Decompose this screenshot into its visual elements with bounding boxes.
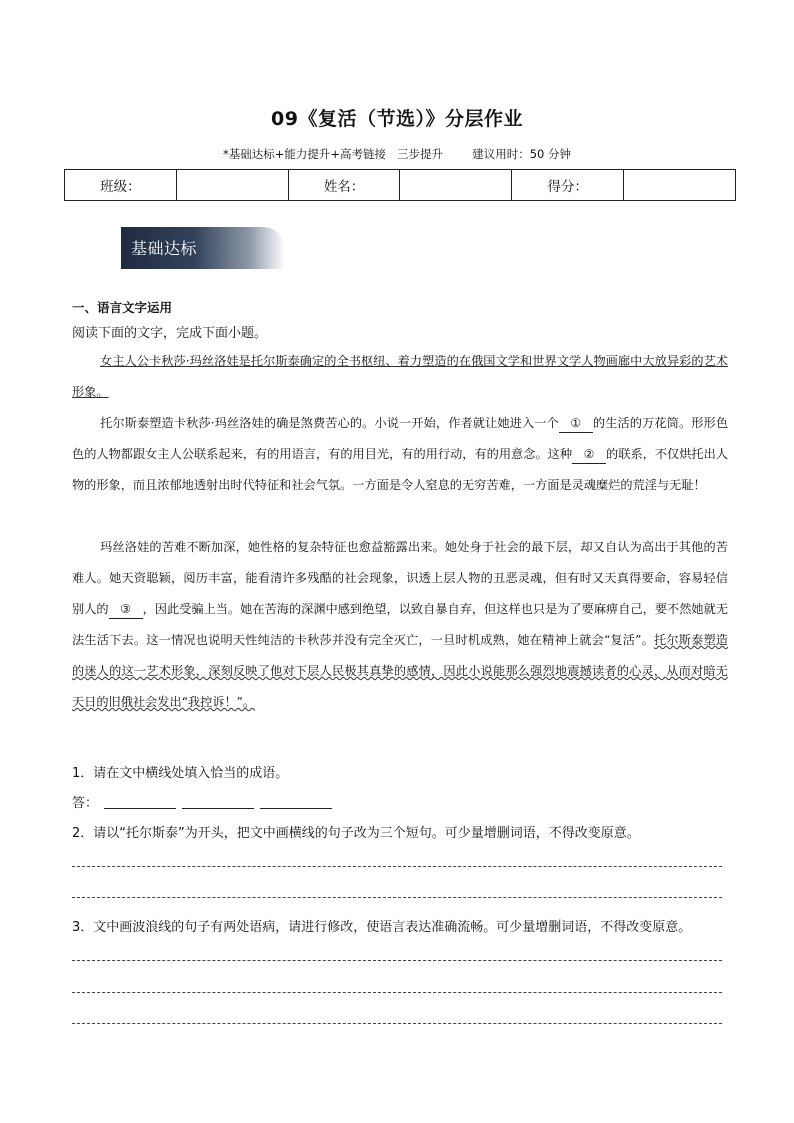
answer-blank-1[interactable]: [104, 795, 176, 809]
passage-paragraph-3: [72, 532, 728, 718]
passage-text: 玛丝洛娃的苦难不断加深，她性格的复杂特征也愈益豁露出来。她处身于社会的最下层，却又自认为高出于其他的苦难人。她天资聪颖，阅历丰富，能看清许多残酷的社会现象，识透上层人物的丑恶灵魂，但有时又天真得要命，容易轻信别人的: [72, 540, 728, 616]
page-title: 09《复活（节选）》分层作业: [271, 108, 523, 130]
name-label: 姓名：: [288, 170, 400, 201]
answer-blank-3[interactable]: [260, 795, 332, 809]
passage-paragraph-2: [72, 408, 728, 501]
class-label: 班级：: [65, 170, 177, 201]
question-1: 1．请在文中横线处填入恰当的成语。: [72, 766, 289, 781]
blank-1[interactable]: ①: [559, 414, 593, 433]
question-2: 2．请以“托尔斯泰”为开头，把文中画横线的句子改为三个短句。可少量增删词语，不得改变原意。: [72, 826, 640, 841]
score-field[interactable]: [624, 170, 736, 201]
answer-blank-2[interactable]: [182, 795, 254, 809]
name-field[interactable]: [400, 170, 512, 201]
section-heading: 一、语言文字运用: [72, 300, 173, 315]
section-banner: [121, 227, 285, 269]
blank-2[interactable]: ②: [572, 445, 606, 464]
passage-text: 的联系，不仅烘托出人物的形象，而且浓郁地透射出时代特征和社会气氛。一方面是令人窒息的无穷苦难，一方面是灵魂糜烂的荒淫与无耻！: [72, 447, 729, 492]
page-subtitle: *基础达标+能力提升+高考链接 三步提升 建议用时：50 分钟: [222, 147, 572, 161]
passage-paragraph-1: [72, 346, 728, 408]
answer-line[interactable]: [72, 960, 722, 961]
student-info-table: [64, 169, 736, 201]
passage-text: 托尔斯泰塑造卡秋莎·玛丝洛娃的确是煞费苦心的。小说一开始，作者就让她进入一个: [100, 416, 559, 430]
section-instruction: 阅读下面的文字，完成下面小题。: [72, 326, 268, 341]
question-3: 3．文中画波浪线的句子有两处语病，请进行修改，使语言表达准确流畅。可少量增删词语，不得改变原意。: [72, 920, 692, 935]
answer-line[interactable]: [72, 866, 722, 867]
section-banner-label: 基础达标: [131, 239, 198, 258]
wavy-underlined-sentence: 托尔斯泰塑造的迷人的这一艺术形象，深刻反映了他对下层人民极其真挚的感情，因此小说能那么强烈地震撼读者的心灵，从而对暗无天日的旧俄社会发出“我控诉！”。: [72, 633, 729, 709]
answer-row: [72, 792, 332, 811]
passage-text: ，因此受骗上当。她在苦海的深渊中感到绝望，以致自暴自弃，但这样也只是为了要麻痹自己，要不然她就无法生活下去。这一情况也说明天性纯洁的卡秋莎并没有完全灭亡，一旦时机成熟，她在精神上就会“复活”。: [72, 602, 729, 647]
score-label: 得分：: [512, 170, 624, 201]
underlined-sentence: 女主人公卡秋莎·玛丝洛娃是托尔斯泰确定的全书枢纽、着力塑造的在俄国文学和世界文学人物画廊中大放异彩的艺术形象。: [72, 354, 728, 399]
answer-line[interactable]: [72, 1023, 722, 1024]
answer-line[interactable]: [72, 992, 722, 993]
class-field[interactable]: [176, 170, 288, 201]
answer-label: 答：: [72, 796, 99, 811]
passage-text: 的生活的万花筒。形形色色的人物都跟女主人公联系起来，有的用语言，有的用目光，有的用行动，有的用意念。这种: [72, 416, 729, 461]
blank-3[interactable]: ③: [109, 600, 143, 619]
answer-line[interactable]: [72, 897, 722, 898]
